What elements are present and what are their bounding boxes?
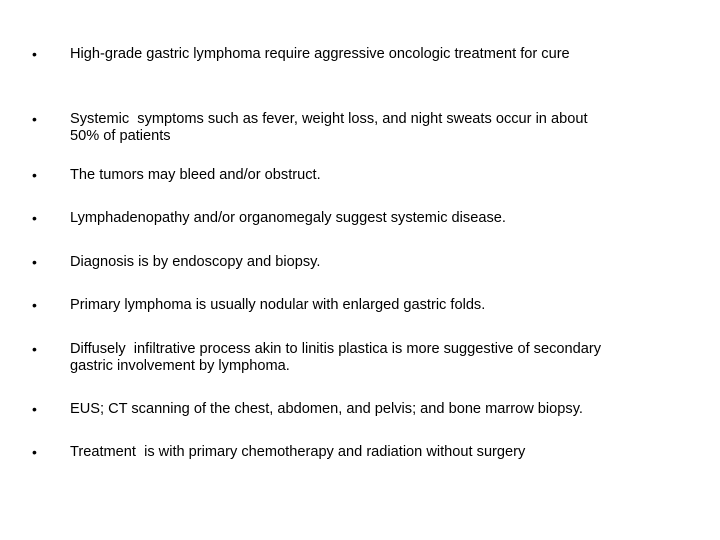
bullet-text: Treatment is with primary chemotherapy and radiation without surgery [70, 444, 526, 460]
bullet-text: The tumors may bleed and/or obstruct. [70, 167, 321, 183]
bullet-text: Diagnosis is by endoscopy and biopsy. [70, 254, 321, 270]
bullet-text: High-grade gastric lymphoma require aggressive oncologic treatment for cure [70, 46, 570, 62]
bullet-icon: • [32, 341, 37, 357]
bullet-icon: • [32, 210, 37, 226]
bullet-text: Primary lymphoma is usually nodular with enlarged gastric folds. [70, 297, 486, 313]
bullet-icon: • [32, 167, 37, 183]
bullet-text: Lymphadenopathy and/or organomegaly suggest systemic disease. [70, 210, 506, 226]
bullet-text: Diffusely infiltrative process akin to linitis plastica is more suggestive of secondary gastric involvement by lymphoma. [70, 341, 602, 374]
bullet-icon: • [32, 401, 37, 417]
bullet-text: Systemic symptoms such as fever, weight loss, and night sweats occur in about 50% of patients [70, 111, 588, 144]
bullet-icon: • [32, 444, 37, 460]
bullet-icon: • [32, 111, 37, 127]
bullet-icon: • [32, 46, 37, 62]
bullet-icon: • [32, 254, 37, 270]
bullet-text: EUS; CT scanning of the chest, abdomen, and pelvis; and bone marrow biopsy. [70, 401, 583, 417]
bullet-icon: • [32, 297, 37, 313]
